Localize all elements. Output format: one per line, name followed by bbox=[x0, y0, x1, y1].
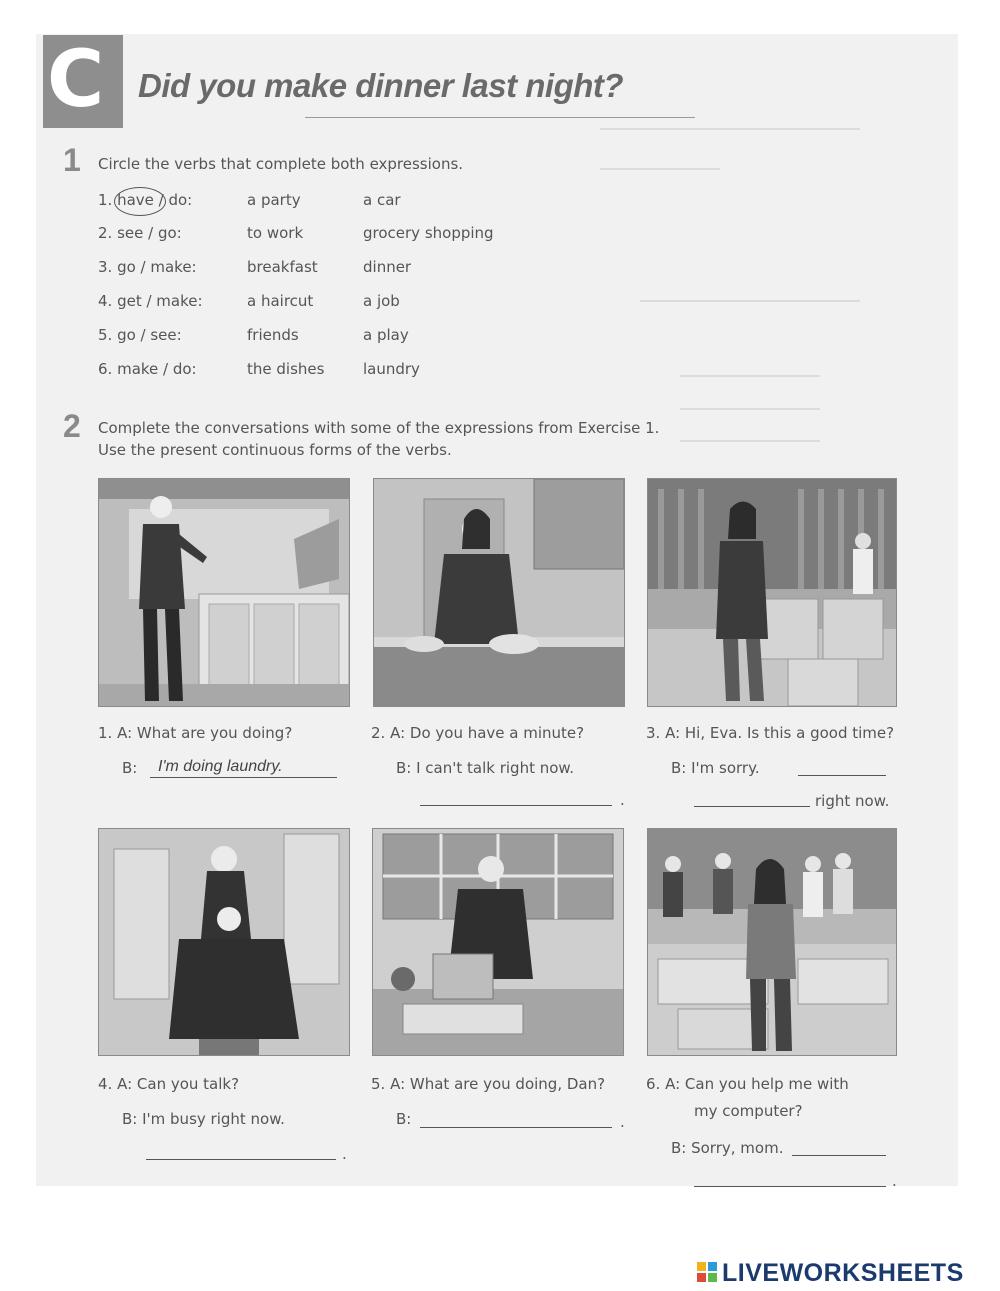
ex1-row-1-verbs[interactable]: 1. have / do: bbox=[98, 191, 193, 209]
item-2-b-text: B: I can't talk right now. bbox=[396, 759, 575, 777]
ex1-row-5-b: a play bbox=[363, 326, 409, 344]
item-4-period: . bbox=[342, 1145, 347, 1163]
exercise-1-instruction: Circle the verbs that complete both expressions. bbox=[98, 155, 464, 173]
liveworksheets-logo-icon bbox=[697, 1262, 717, 1282]
ex1-row-6-b: laundry bbox=[363, 360, 420, 378]
ex1-row-3-a: breakfast bbox=[247, 258, 318, 276]
ex1-row-2-a: to work bbox=[247, 224, 304, 242]
ex1-row-6-a: the dishes bbox=[247, 360, 325, 378]
item-6-period: . bbox=[892, 1172, 897, 1190]
item-2-question: 2. A: Do you have a minute? bbox=[371, 724, 585, 742]
item-6-answer-line-2[interactable] bbox=[694, 1186, 886, 1187]
item-3-answer-line-2[interactable] bbox=[694, 806, 810, 807]
ex1-row-3-b: dinner bbox=[363, 258, 412, 276]
page-title: Did you make dinner last night? bbox=[138, 67, 624, 104]
item-5-question: 5. A: What are you doing, Dan? bbox=[371, 1075, 606, 1093]
item-6-b-text: B: Sorry, mom. bbox=[671, 1139, 784, 1157]
picture-living-room bbox=[647, 828, 897, 1056]
ex1-row-4-b: a job bbox=[363, 292, 400, 310]
item-6-question: 6. A: Can you help me with bbox=[646, 1075, 849, 1093]
item-3-b-text: B: I'm sorry. bbox=[671, 759, 760, 777]
ex1-row-5-a: friends bbox=[247, 326, 299, 344]
picture-barbershop bbox=[98, 828, 350, 1056]
item-4-answer-line[interactable] bbox=[146, 1159, 336, 1160]
item-1-answer-line bbox=[150, 777, 337, 778]
section-letter: C bbox=[47, 35, 105, 125]
picture-kitchen bbox=[373, 478, 625, 707]
ex1-row-4-a: a haircut bbox=[247, 292, 314, 310]
item-4-b-text: B: I'm busy right now. bbox=[122, 1110, 285, 1128]
item-5-b-label: B: bbox=[396, 1110, 412, 1128]
exercise-2-number: 2 bbox=[63, 408, 81, 444]
item-2-period: . bbox=[620, 791, 625, 809]
ex1-row-1-b: a car bbox=[363, 191, 401, 209]
ex1-row-2-b: grocery shopping bbox=[363, 224, 494, 242]
title-underline bbox=[305, 117, 695, 118]
liveworksheets-brand: LIVEWORKSHEETS bbox=[722, 1259, 964, 1287]
item-3-end-text: right now. bbox=[815, 792, 890, 810]
picture-theater bbox=[647, 478, 897, 707]
ex1-row-6-verbs[interactable]: 6. make / do: bbox=[98, 360, 197, 378]
item-5-answer-line[interactable] bbox=[420, 1127, 612, 1128]
exercise-2-instruction-line1: Complete the conversations with some of the expressions from Exercise 1. bbox=[98, 419, 660, 437]
item-1-b-label: B: bbox=[122, 759, 138, 777]
item-6-answer-line-1[interactable] bbox=[792, 1155, 886, 1156]
picture-laundromat bbox=[98, 478, 350, 707]
ex1-row-4-verbs[interactable]: 4. get / make: bbox=[98, 292, 203, 310]
item-6-question-line2: my computer? bbox=[694, 1102, 803, 1120]
ex1-row-2-verbs[interactable]: 2. see / go: bbox=[98, 224, 182, 242]
exercise-2-instruction-line2: Use the present continuous forms of the verbs. bbox=[98, 441, 452, 459]
item-3-question: 3. A: Hi, Eva. Is this a good time? bbox=[646, 724, 895, 742]
ex1-row-5-verbs[interactable]: 5. go / see: bbox=[98, 326, 182, 344]
exercise-1-number: 1 bbox=[63, 142, 81, 178]
item-2-answer-line[interactable] bbox=[420, 805, 612, 806]
item-1-answer[interactable]: I'm doing laundry. bbox=[158, 758, 283, 775]
ex1-row-1-a: a party bbox=[247, 191, 301, 209]
picture-cooking bbox=[372, 828, 624, 1056]
item-3-answer-line-1[interactable] bbox=[798, 775, 886, 776]
item-5-period: . bbox=[620, 1113, 625, 1131]
item-4-question: 4. A: Can you talk? bbox=[98, 1075, 240, 1093]
item-1-question: 1. A: What are you doing? bbox=[98, 724, 293, 742]
ex1-row-3-verbs[interactable]: 3. go / make: bbox=[98, 258, 197, 276]
